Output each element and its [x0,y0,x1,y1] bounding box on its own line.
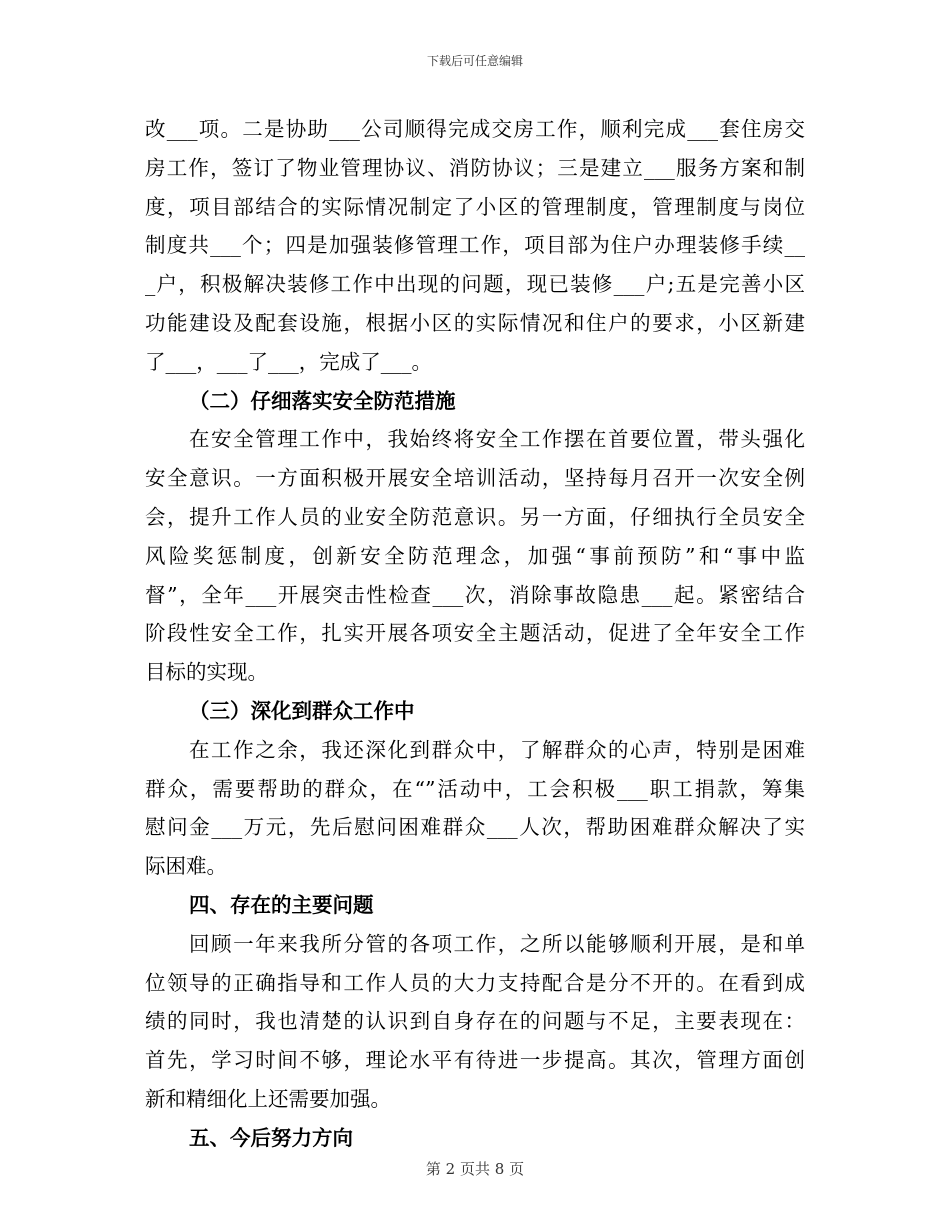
text-line: 际困难。 [145,854,227,879]
section-heading: （三）深化到群众工作中 [189,698,415,723]
text-line: 在安全管理工作中，我始终将安全工作摆在首要位置，带头强化 [189,427,805,452]
text-line: 位领导的正确指导和工作人员的大力支持配合是分不开的。在看到成 [145,970,805,995]
text-line: 制度共___个；四是加强装修管理工作，项目部为住户办理装修手续__ [145,233,805,258]
section-heading: 四、存在的主要问题 [189,892,374,917]
text-line: 会，提升工作人员的业安全防范意识。另一方面，仔细执行全员安全 [145,504,805,529]
text-line: 督”，全年___开展突击性检查___次，消除事故隐患___起。紧密结合 [145,582,805,607]
text-line: 房工作，签订了物业管理协议、消防协议；三是建立___服务方案和制 [145,155,805,180]
page-footer: 第 2 页共 8 页 [425,1160,525,1178]
text-line: 慰问金___万元，先后慰问困难群众___人次，帮助困难群众解决了实 [145,815,805,840]
text-line: 目标的实现。 [145,660,268,685]
text-line: 新和精细化上还需要加强。 [145,1086,391,1111]
section-heading: 五、今后努力方向 [189,1125,353,1150]
text-line: 阶段性安全工作，扎实开展各项安全主题活动，促进了全年安全工作 [145,621,805,646]
text-line: 改___项。二是协助___公司顺得完成交房工作，顺利完成___套住房交 [145,117,805,141]
section-heading: （二）仔细落实安全防范措施 [189,388,456,413]
text-line: 度，项目部结合的实际情况制定了小区的管理制度，管理制度与岗位 [145,194,805,219]
text-line: 功能建设及配套设施，根据小区的实际情况和住户的要求，小区新建 [145,310,805,335]
text-line: 安全意识。一方面积极开展安全培训活动，坚持每月召开一次安全例 [145,466,805,491]
text-line: 首先，学习时间不够，理论水平有待进一步提高。其次，管理方面创 [145,1048,805,1073]
document-body [145,110,805,1158]
text-line: 在工作之余，我还深化到群众中，了解群众的心声，特别是困难 [189,737,805,762]
text-line: 风险奖惩制度，创新安全防范理念，加强“事前预防”和“事中监 [145,543,805,568]
text-line: 了___，___了___，完成了___。 [145,349,432,374]
text-line: _户，积极解决装修工作中出现的问题，现已装修___户;五是完善小区 [145,272,805,297]
text-line: 群众，需要帮助的群众，在“”活动中，工会积极___职工捐款，筹集 [145,776,805,801]
text-line: 回顾一年来我所分管的各项工作，之所以能够顺利开展，是和单 [189,931,805,956]
text-line: 绩的同时，我也清楚的认识到自身存在的问题与不足，主要表现在： [145,1009,805,1034]
page-header: 下载后可任意编辑 [426,54,523,68]
